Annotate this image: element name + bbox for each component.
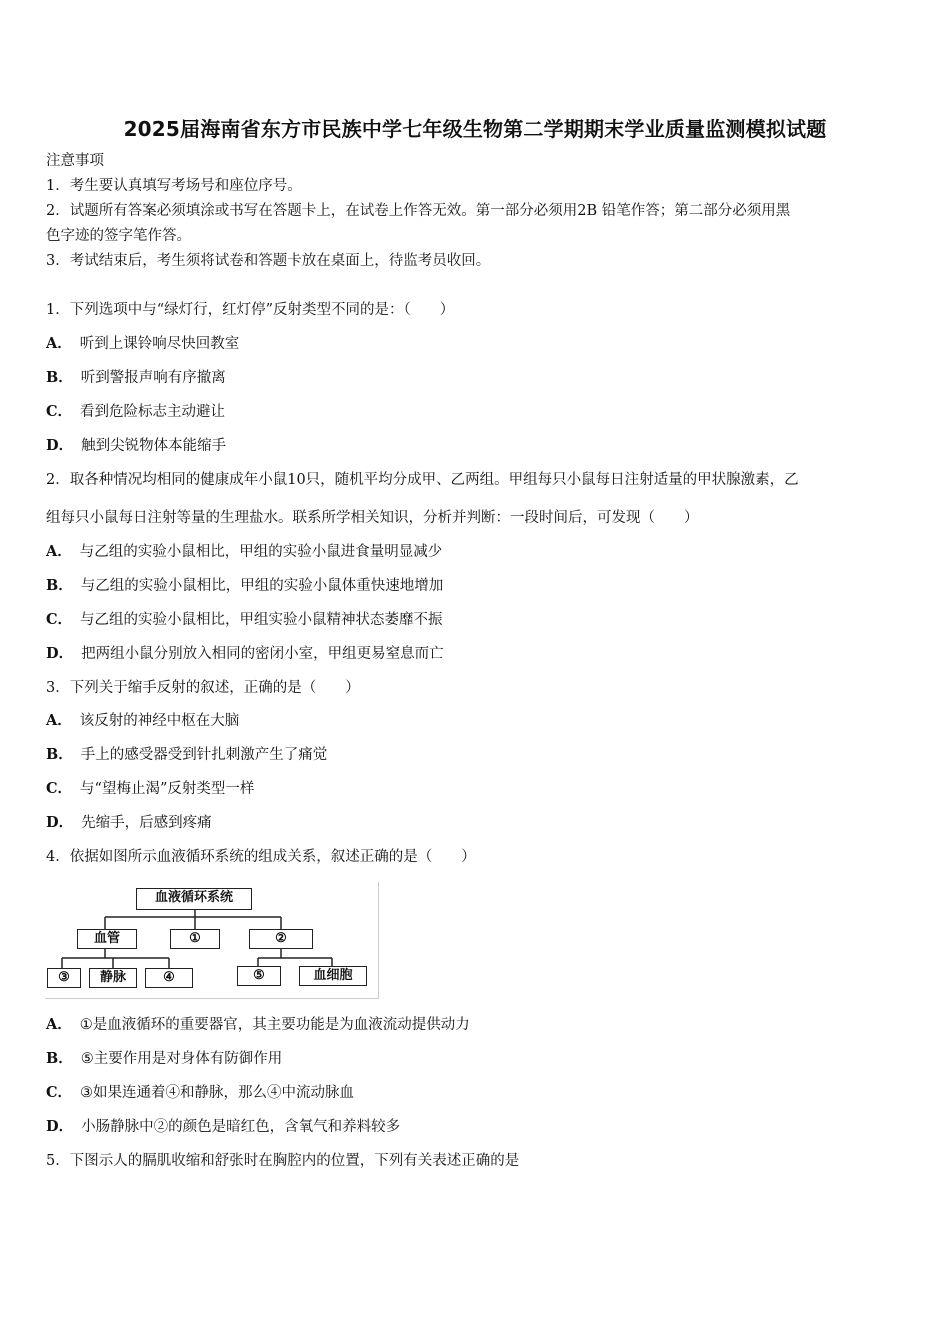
option-text: 手上的感受器受到针扎刺激产生了痛觉 — [80, 747, 328, 763]
option-letter: B． — [46, 577, 73, 594]
option-letter: A． — [46, 335, 72, 352]
question-stem: 4．依据如图所示血液循环系统的组成关系，叙述正确的是（ ） — [46, 849, 476, 865]
option-c — [46, 779, 908, 799]
option-letter: A． — [46, 712, 72, 729]
diagram-node-root: 血液循环系统 — [136, 888, 252, 910]
option-d — [46, 1117, 908, 1137]
option-letter: B． — [46, 369, 73, 386]
question-stem: 2．取各种情况均相同的健康成年小鼠10只，随机平均分成甲、乙两组。甲组每只小鼠每日注射适量的甲状腺激素，乙 — [46, 472, 799, 488]
option-text: 听到警报声响有序撤离 — [80, 370, 226, 386]
diagram-node-blood-cell: 血细胞 — [299, 966, 367, 986]
option-text: ①是血液循环的重要器官，其主要功能是为血液流动提供动力 — [79, 1017, 470, 1033]
diagram-node-vessel: 血管 — [77, 929, 137, 949]
option-c — [46, 1083, 908, 1103]
question-stem: 5．下图示人的膈肌收缩和舒张时在胸腔内的位置，下列有关表述正确的是 — [46, 1153, 520, 1169]
option-letter: C． — [46, 403, 73, 420]
option-letter: B． — [46, 746, 73, 763]
page-title: 2025届海南省东方市民族中学七年级生物第二学期期末学业质量监测模拟试题 — [123, 117, 827, 141]
option-text: 与乙组的实验小鼠相比，甲组的实验小鼠体重快速地增加 — [80, 578, 444, 594]
question-stem: 组每只小鼠每日注射等量的生理盐水。联系所学相关知识，分析并判断：一段时间后，可发现（ ） — [46, 510, 699, 526]
option-d — [46, 436, 908, 456]
notice-item: 色字迹的签字笔作答。 — [46, 228, 191, 244]
option-letter: A． — [46, 1016, 72, 1033]
option-a — [46, 542, 908, 562]
diagram-node-5: ⑤ — [237, 966, 281, 986]
option-letter: D． — [46, 437, 74, 454]
option-c — [46, 402, 908, 422]
option-letter: D． — [46, 1118, 74, 1135]
notice-item: 1．考生要认真填写考场号和座位序号。 — [46, 178, 302, 194]
option-a — [46, 1015, 908, 1035]
option-letter: D． — [46, 645, 74, 662]
option-letter: B． — [46, 1050, 73, 1067]
question-stem: 1．下列选项中与“绿灯行，红灯停”反射类型不同的是：（ ） — [46, 302, 455, 318]
notice-item: 2．试题所有答案必须填涂或书写在答题卡上，在试卷上作答无效。第一部分必须用2B 铅笔作答；第二部分必须用黑 — [46, 203, 791, 219]
option-text: 与“望梅止渴”反射类型一样 — [80, 781, 255, 797]
option-letter: C． — [46, 1084, 73, 1101]
option-b — [46, 745, 908, 765]
option-a — [46, 334, 908, 354]
option-b — [46, 576, 908, 596]
option-d — [46, 813, 908, 833]
option-b — [46, 1049, 908, 1069]
diagram-node-3: ③ — [47, 968, 81, 988]
option-text: 触到尖锐物体本能缩手 — [81, 438, 227, 454]
diagram-node-vein: 静脉 — [89, 968, 137, 988]
option-text: 该反射的神经中枢在大脑 — [79, 713, 240, 729]
option-text: 与乙组的实验小鼠相比，甲组实验小鼠精神状态萎靡不振 — [80, 612, 443, 628]
option-text: 与乙组的实验小鼠相比，甲组的实验小鼠进食量明显减少 — [79, 544, 443, 560]
option-text: 听到上课铃响尽快回教室 — [79, 336, 240, 352]
option-text: 看到危险标志主动避让 — [80, 404, 226, 420]
question-stem: 3．下列关于缩手反射的叙述，正确的是（ ） — [46, 680, 360, 696]
option-text: ③如果连通着④和静脉，那么④中流动脉血 — [80, 1085, 355, 1101]
option-d — [46, 644, 908, 664]
option-c — [46, 610, 908, 630]
option-text: 把两组小鼠分别放入相同的密闭小室，甲组更易窒息而亡 — [81, 646, 444, 662]
option-b — [46, 368, 908, 388]
option-letter: C． — [46, 780, 73, 797]
option-text: ⑤主要作用是对身体有防御作用 — [80, 1051, 283, 1067]
option-letter: D． — [46, 814, 74, 831]
diagram-node-2: ② — [249, 929, 313, 949]
option-text: 小肠静脉中②的颜色是暗红色，含氧气和养料较多 — [81, 1119, 401, 1135]
notice-item: 3．考试结束后，考生须将试卷和答题卡放在桌面上，待监考员收回。 — [46, 253, 491, 269]
circulatory-system-diagram — [45, 882, 379, 999]
diagram-node-4: ④ — [145, 968, 193, 988]
notice-heading: 注意事项 — [46, 153, 104, 169]
diagram-node-1: ① — [170, 929, 220, 949]
option-letter: C． — [46, 611, 73, 628]
option-a — [46, 711, 908, 731]
option-text: 先缩手，后感到疼痛 — [81, 815, 212, 831]
option-letter: A． — [46, 543, 72, 560]
